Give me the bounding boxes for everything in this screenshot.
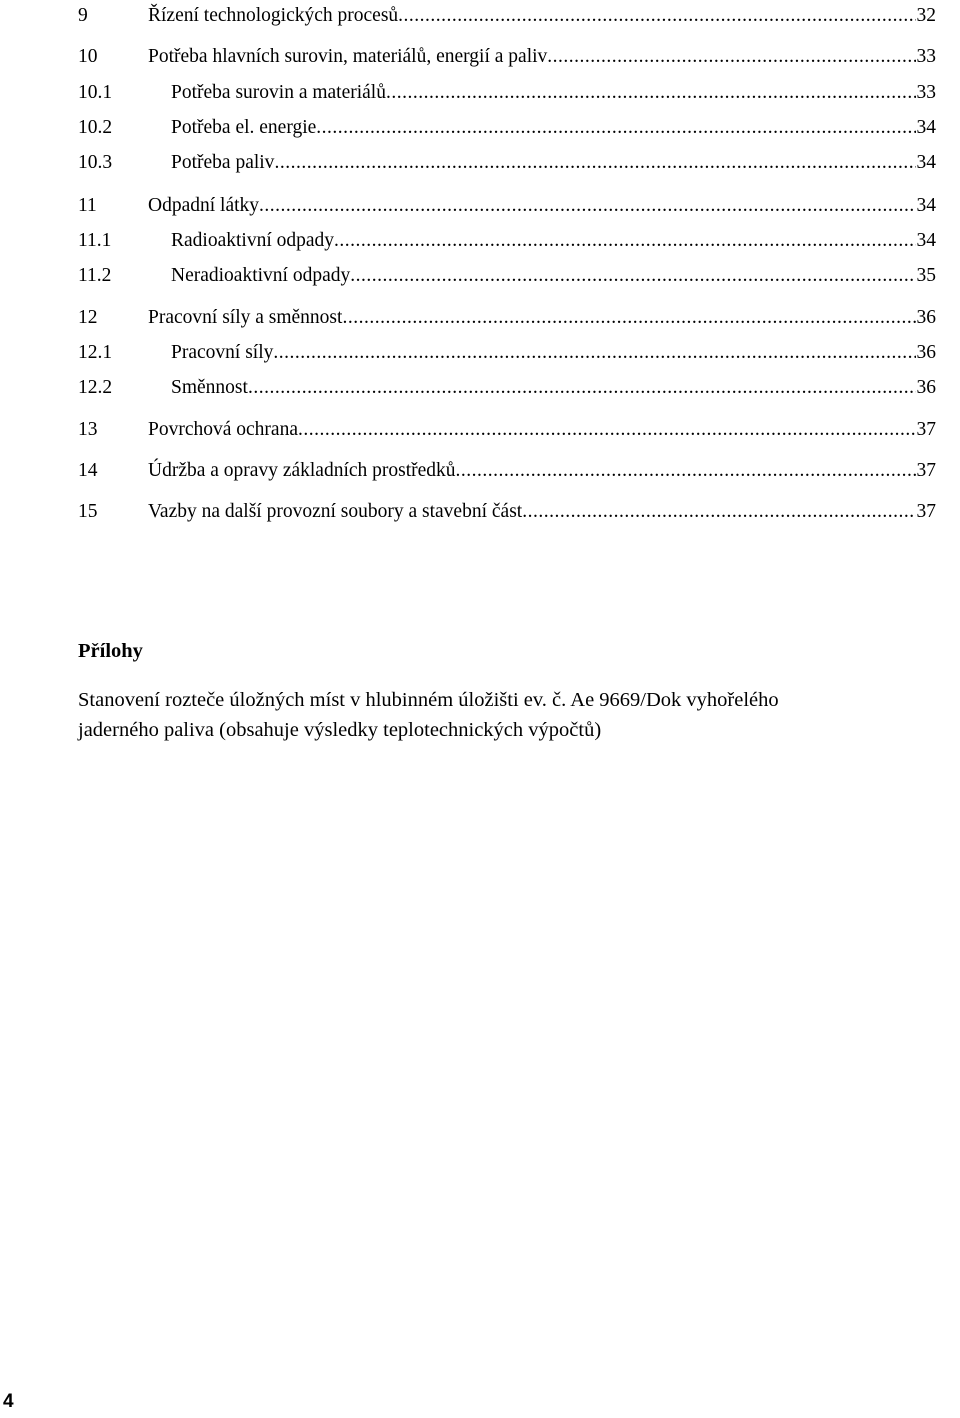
toc-entry-page: 34: [916, 152, 936, 173]
toc-entry-page: 37: [916, 419, 936, 440]
toc-entry-page: 34: [916, 117, 936, 138]
appendix-item-line: jaderného paliva (obsahuje výsledky teplotechnických výpočtů): [78, 719, 602, 741]
toc-entry-page: 32: [916, 5, 936, 26]
toc-entry[interactable]: [0, 42, 960, 72]
toc-dot-leader: [350, 261, 915, 291]
toc-entry-title: Pracovní síly a směnnost: [148, 307, 343, 328]
toc-entry-page: 37: [916, 460, 936, 481]
toc-entry-title: Potřeba el. energie: [171, 117, 317, 138]
toc-entry[interactable]: [0, 191, 960, 221]
toc-entry-number: 10.2: [78, 117, 113, 138]
toc-entry-title: Směnnost: [171, 377, 248, 398]
toc-entry-number: 10.1: [78, 82, 113, 103]
toc-entry-number: 12: [78, 307, 98, 328]
toc-dot-leader: [273, 338, 915, 368]
toc-entry-title: Potřeba hlavních surovin, materiálů, energií a paliv: [148, 46, 548, 67]
toc-entry-page: 33: [916, 82, 936, 103]
toc-entry[interactable]: [0, 113, 960, 143]
toc-entry-page: 36: [916, 377, 936, 398]
toc-entry-page: 37: [916, 501, 936, 522]
toc-dot-leader: [456, 456, 916, 486]
toc-dot-leader: [316, 113, 915, 143]
toc-entry-title: Řízení technologických procesů: [148, 5, 399, 26]
toc-entry-page: 33: [916, 46, 936, 67]
toc-entry[interactable]: [0, 415, 960, 445]
toc-entry-number: 12.2: [78, 377, 113, 398]
toc-entry-number: 11.1: [78, 230, 112, 251]
toc-entry[interactable]: [0, 338, 960, 368]
toc-entry-title: Vazby na další provozní soubory a stavební část: [148, 501, 523, 522]
appendix-item: [78, 685, 960, 745]
toc-entry-page: 36: [916, 342, 936, 363]
toc-dot-leader: [298, 415, 916, 445]
appendix-heading: Přílohy: [78, 640, 143, 662]
toc-dot-leader: [386, 78, 916, 108]
toc-entry-page: 34: [916, 195, 936, 216]
toc-entry-number: 12.1: [78, 342, 113, 363]
toc-entry-title: Potřeba surovin a materiálů: [171, 82, 386, 103]
toc-entry[interactable]: [0, 261, 960, 291]
toc-entry-number: 15: [78, 501, 98, 522]
toc-dot-leader: [342, 303, 915, 333]
toc-entry-page: 35: [916, 265, 936, 286]
toc-dot-leader: [274, 148, 915, 178]
toc-entry[interactable]: [0, 148, 960, 178]
toc-entry-title: Radioaktivní odpady: [171, 230, 335, 251]
toc-entry-number: 13: [78, 419, 98, 440]
toc-entry-number: 11.2: [78, 265, 112, 286]
toc-entry-number: 14: [78, 460, 98, 481]
toc-entry-title: Povrchová ochrana: [148, 419, 298, 440]
toc-entry-number: 10.3: [78, 152, 113, 173]
toc-dot-leader: [398, 1, 915, 31]
toc-dot-leader: [259, 191, 915, 221]
toc-entry[interactable]: [0, 78, 960, 108]
toc-entry-page: 34: [916, 230, 936, 251]
toc-entry-number: 11: [78, 195, 97, 216]
toc-entry-title: Potřeba paliv: [171, 152, 275, 173]
page-number: 4: [3, 1391, 14, 1412]
toc-entry-number: 10: [78, 46, 98, 67]
toc-dot-leader: [334, 226, 915, 256]
toc-dot-leader: [547, 42, 915, 72]
toc-entry-title: Neradioaktivní odpady: [171, 265, 351, 286]
toc-entry-page: 36: [916, 307, 936, 328]
toc-entry-title: Údržba a opravy základních prostředků: [148, 460, 456, 481]
toc-entry-title: Pracovní síly: [171, 342, 274, 363]
toc-entry[interactable]: [0, 303, 960, 333]
toc-entry[interactable]: [0, 456, 960, 486]
toc-entry[interactable]: [0, 497, 960, 527]
toc-entry[interactable]: [0, 226, 960, 256]
toc-dot-leader: [248, 373, 916, 403]
toc-entry-title: Odpadní látky: [148, 195, 260, 216]
appendix-item-line: Stanovení rozteče úložných míst v hlubinném úložišti ev. č. Ae 9669/Dok vyhořelého: [78, 689, 779, 711]
toc-entry[interactable]: [0, 373, 960, 403]
toc-dot-leader: [522, 497, 915, 527]
toc-entry-number: 9: [78, 5, 88, 26]
toc-entry[interactable]: [0, 1, 960, 31]
